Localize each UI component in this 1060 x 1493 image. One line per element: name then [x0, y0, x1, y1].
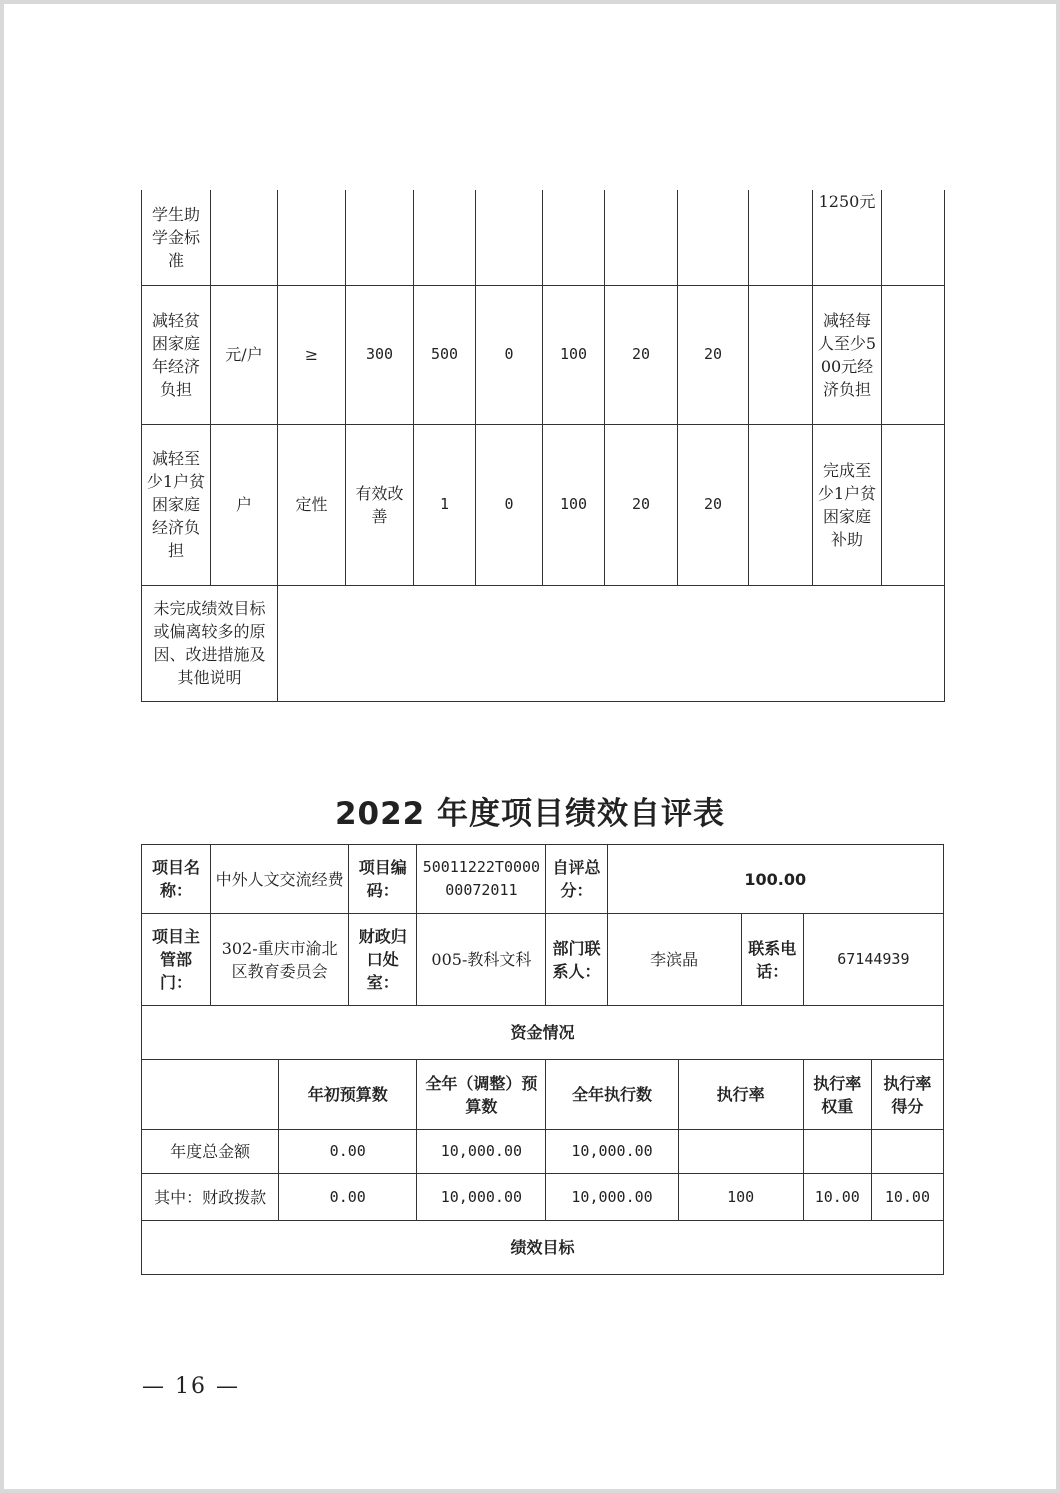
self-evaluation-table: [141, 844, 944, 1275]
table-row: [142, 190, 945, 285]
table-cell: 10,000.00: [417, 1130, 546, 1174]
table-cell: 减轻贫困家庭年经济负担: [142, 285, 211, 424]
indicator-table: [141, 190, 945, 702]
funds-header: 年初预算数: [279, 1060, 417, 1130]
table-cell: 20: [678, 285, 749, 424]
dept: 302-重庆市渝北区教育委员会: [211, 914, 349, 1006]
table-cell: [278, 190, 346, 285]
table-cell: 1250元: [813, 190, 882, 285]
table-row: [142, 1006, 944, 1060]
table-cell: [749, 424, 813, 585]
table-cell: [678, 190, 749, 285]
document-page: [4, 4, 1056, 1489]
table-cell: [803, 1130, 871, 1174]
form-title: 2022 年度项目绩效自评表: [334, 796, 726, 832]
table-cell: 500: [414, 285, 476, 424]
table-cell: 定性: [278, 424, 346, 585]
table-cell: 10.00: [803, 1174, 871, 1221]
table-cell: 20: [605, 285, 678, 424]
funds-header: 执行率: [678, 1060, 803, 1130]
table-row: [142, 585, 945, 701]
funds-header: 全年执行数: [546, 1060, 678, 1130]
table-cell: 10,000.00: [417, 1174, 546, 1221]
table-cell: ≥: [278, 285, 346, 424]
table-cell: 户: [211, 424, 278, 585]
note-value: [278, 585, 945, 701]
table-cell: 0.00: [279, 1130, 417, 1174]
table-cell: 0.00: [279, 1174, 417, 1221]
table-cell: 完成至少1户贫困家庭补助: [813, 424, 882, 585]
table-cell: 减轻每人至少500元经济负担: [813, 285, 882, 424]
table-row: [142, 1221, 944, 1275]
table-cell: [749, 285, 813, 424]
table-cell: 0: [476, 424, 543, 585]
table-cell: 年度总金额: [142, 1130, 279, 1174]
table-cell: 100: [543, 424, 605, 585]
funds-header: [142, 1060, 279, 1130]
table-cell: [346, 190, 414, 285]
project-name: 中外人文交流经费: [211, 845, 349, 914]
table-row: [142, 1174, 944, 1221]
table-cell: [414, 190, 476, 285]
table-cell: 0: [476, 285, 543, 424]
table-cell: [871, 1130, 943, 1174]
funds-header: 全年（调整）预算数: [417, 1060, 546, 1130]
project-name-label: 项目名称：: [142, 845, 211, 914]
table-cell: 20: [678, 424, 749, 585]
table-cell: 减轻至少1户贫困家庭经济负担: [142, 424, 211, 585]
table-cell: [882, 285, 945, 424]
table-cell: [678, 1130, 803, 1174]
table-row: [142, 424, 945, 585]
table-cell: 20: [605, 424, 678, 585]
funds-header: 执行率权重: [803, 1060, 871, 1130]
table-cell: 100: [678, 1174, 803, 1221]
table-cell: [749, 190, 813, 285]
table-cell: [882, 424, 945, 585]
table-row: [142, 1060, 944, 1130]
table-cell: [605, 190, 678, 285]
table-row: [142, 845, 944, 914]
funds-header: 执行率得分: [871, 1060, 943, 1130]
table-cell: [543, 190, 605, 285]
table-cell: 100: [543, 285, 605, 424]
table-row: [142, 285, 945, 424]
table-cell: [211, 190, 278, 285]
table-cell: 300: [346, 285, 414, 424]
project-code: 50011222T000000072011: [417, 845, 546, 914]
table-cell: [882, 190, 945, 285]
contact-label: 部门联系人：: [546, 914, 607, 1006]
table-cell: 10,000.00: [546, 1130, 678, 1174]
contact: 李滨晶: [607, 914, 741, 1006]
page-number: — 16 —: [142, 1374, 240, 1399]
finance: 005-教科文科: [417, 914, 546, 1006]
table-cell: 10.00: [871, 1174, 943, 1221]
phone-label: 联系电话：: [741, 914, 803, 1006]
phone: 67144939: [803, 914, 943, 1006]
table-cell: 10,000.00: [546, 1174, 678, 1221]
self-score-label: 自评总分：: [546, 845, 607, 914]
table-cell: 学生助学金标准: [142, 190, 211, 285]
table-row: [142, 914, 944, 1006]
note-label: 未完成绩效目标或偏离较多的原因、改进措施及其他说明: [142, 585, 278, 701]
table-row: [142, 1130, 944, 1174]
project-code-label: 项目编码：: [349, 845, 417, 914]
table-cell: 1: [414, 424, 476, 585]
finance-label: 财政归口处室：: [349, 914, 417, 1006]
table-cell: [476, 190, 543, 285]
table-cell: 有效改善: [346, 424, 414, 585]
self-score: 100.00: [607, 845, 943, 914]
perf-section-title: 绩效目标: [142, 1221, 944, 1275]
dept-label: 项目主管部门：: [142, 914, 211, 1006]
table-cell: 元/户: [211, 285, 278, 424]
table-cell: 其中：财政拨款: [142, 1174, 279, 1221]
funds-section-title: 资金情况: [142, 1006, 944, 1060]
